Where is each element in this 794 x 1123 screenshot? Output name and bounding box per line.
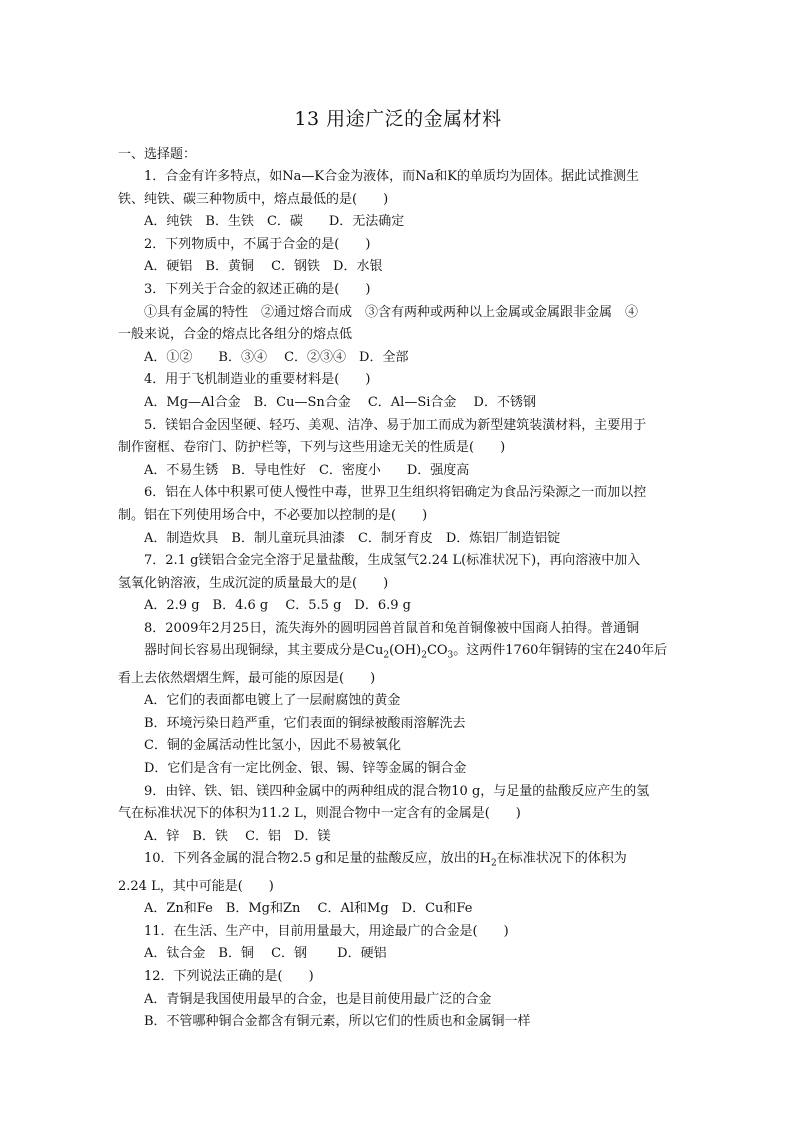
text-line: 制。铝在下列使用场合中，不必要加以控制的是( ) bbox=[118, 507, 428, 523]
text-line: A．Zn和Fe B．Mg和Zn C．Al和Mg D．Cu和Fe bbox=[144, 901, 473, 917]
question-block-1 bbox=[118, 166, 678, 640]
formula-line: 器时间长容易出现铜绿，其主要成分是$Cu_2(OH)_2CO_3$。这两件1760年铜铸的宝在240年后 bbox=[144, 643, 668, 662]
text-line: B．不管哪种铜合金都含有铜元素，所以它们的性质也和金属铜一样 bbox=[144, 1014, 531, 1030]
text-line: A．制造炊具 B．制儿童玩具油漆 C．制牙育皮 D．炼铝厂制造铝锭 bbox=[144, 530, 561, 546]
text-line: 气在标准状况下的体积为11.2 L，则混合物中一定含有的金属是( ) bbox=[118, 806, 521, 822]
text-line: 7．2.1 g镁铝合金完全溶于足量盐酸，生成氢气2.24 L(标准状况下)，再向溶液中加入 bbox=[144, 553, 641, 569]
text-line: A．①② B．③④ C．②③④ D．全部 bbox=[144, 349, 409, 365]
text-line: 9．由锌、铁、铝、镁四种金属中的两种组成的混合物10 g，与足量的盐酸反应产生的氢 bbox=[144, 783, 650, 799]
text-line: 2.24 L，其中可能是( ) bbox=[118, 878, 274, 894]
text-line: A．不易生锈 B．导电性好 C．密度小 D．强度高 bbox=[144, 462, 470, 478]
text-line: 氢氧化钠溶液，生成沉淀的质量最大的是( ) bbox=[118, 575, 389, 591]
text-line: A．它们的表面都电镀上了一层耐腐蚀的黄金 bbox=[144, 693, 401, 709]
document-page bbox=[118, 100, 678, 1034]
text-line: 铁、纯铁、碳三种物质中，熔点最低的是( ) bbox=[118, 191, 389, 207]
section-heading: 一、选择题： bbox=[118, 147, 197, 162]
text-line: 2．下列物质中，不属于合金的是( ) bbox=[144, 236, 371, 252]
text-line: 3．下列关于合金的叙述正确的是( ) bbox=[144, 281, 371, 297]
text-line: 12．下列说法正确的是( ) bbox=[144, 968, 314, 984]
text-line: B．环境污染日趋严重，它们表面的铜绿被酸雨溶解洗去 bbox=[144, 715, 466, 731]
text-line: 一般来说，合金的熔点比各组分的熔点低 bbox=[118, 327, 353, 343]
h2-line: 10．下列各金属的混合物2.5 g和足量的盐酸反应，放出的$H_2$在标准状况下的体积为 bbox=[144, 851, 627, 869]
text-line: 看上去依然熠熠生辉，最可能的原因是( ) bbox=[118, 670, 376, 686]
text-line: A．纯铁 B．生铁 C．碳 D．无法确定 bbox=[144, 214, 405, 230]
text-line: A．锌 B．铁 C．铝 D．镁 bbox=[144, 828, 331, 844]
text-line: D．它们是含有一定比例金、银、锡、锌等金属的铜合金 bbox=[144, 761, 467, 777]
text-line: 8．2009年2月25日，流失海外的圆明园兽首鼠首和兔首铜像被中国商人拍得。普通铜 bbox=[144, 620, 640, 636]
text-line: 6．铝在人体中积累可使人慢性中毒，世界卫生组织将铝确定为食品污染源之一而加以控 bbox=[144, 485, 647, 501]
text-line: A．2.9 g B．4.6 g C．5.5 g D．6.9 g bbox=[144, 598, 411, 614]
text-line: 11．在生活、生产中，目前用量最大，用途最广的合金是( ) bbox=[144, 923, 509, 939]
page-title: 13 用途广泛的金属材料 bbox=[294, 108, 502, 130]
text-line: A．青铜是我国使用最早的合金，也是目前使用最广泛的合金 bbox=[144, 991, 492, 1007]
question-block-2 bbox=[118, 668, 678, 849]
text-line: A．Mg—Al合金 B．Cu—Sn合金 C．Al—Si合金 D．不锈钢 bbox=[144, 394, 536, 410]
text-line: 制作窗框、卷帘门、防护栏等，下列与这些用途无关的性质是( ) bbox=[118, 440, 506, 456]
text-line: C．铜的金属活动性比氢小，因此不易被氧化 bbox=[144, 738, 401, 754]
text-line: A．钛合金 B．铜 C．钢 D．硬铝 bbox=[144, 946, 387, 962]
text-line: 5．镁铝合金因坚硬、轻巧、美观、洁净、易于加工而成为新型建筑装潢材料，主要用于 bbox=[144, 417, 647, 433]
text-line: 1．合金有许多特点，如Na—K合金为液体，而Na和K的单质均为固体。据此试推测生 bbox=[144, 169, 639, 184]
text-line: 4．用于飞机制造业的重要材料是( ) bbox=[144, 372, 371, 388]
text-line: A．硬铝 B．黄铜 C．钢铁 D．水银 bbox=[144, 259, 383, 275]
question-block-3 bbox=[118, 876, 678, 1034]
text-line: ①具有金属的特性 ②通过熔合而成 ③含有两种或两种以上金属或金属跟非金属 ④ bbox=[144, 304, 639, 320]
